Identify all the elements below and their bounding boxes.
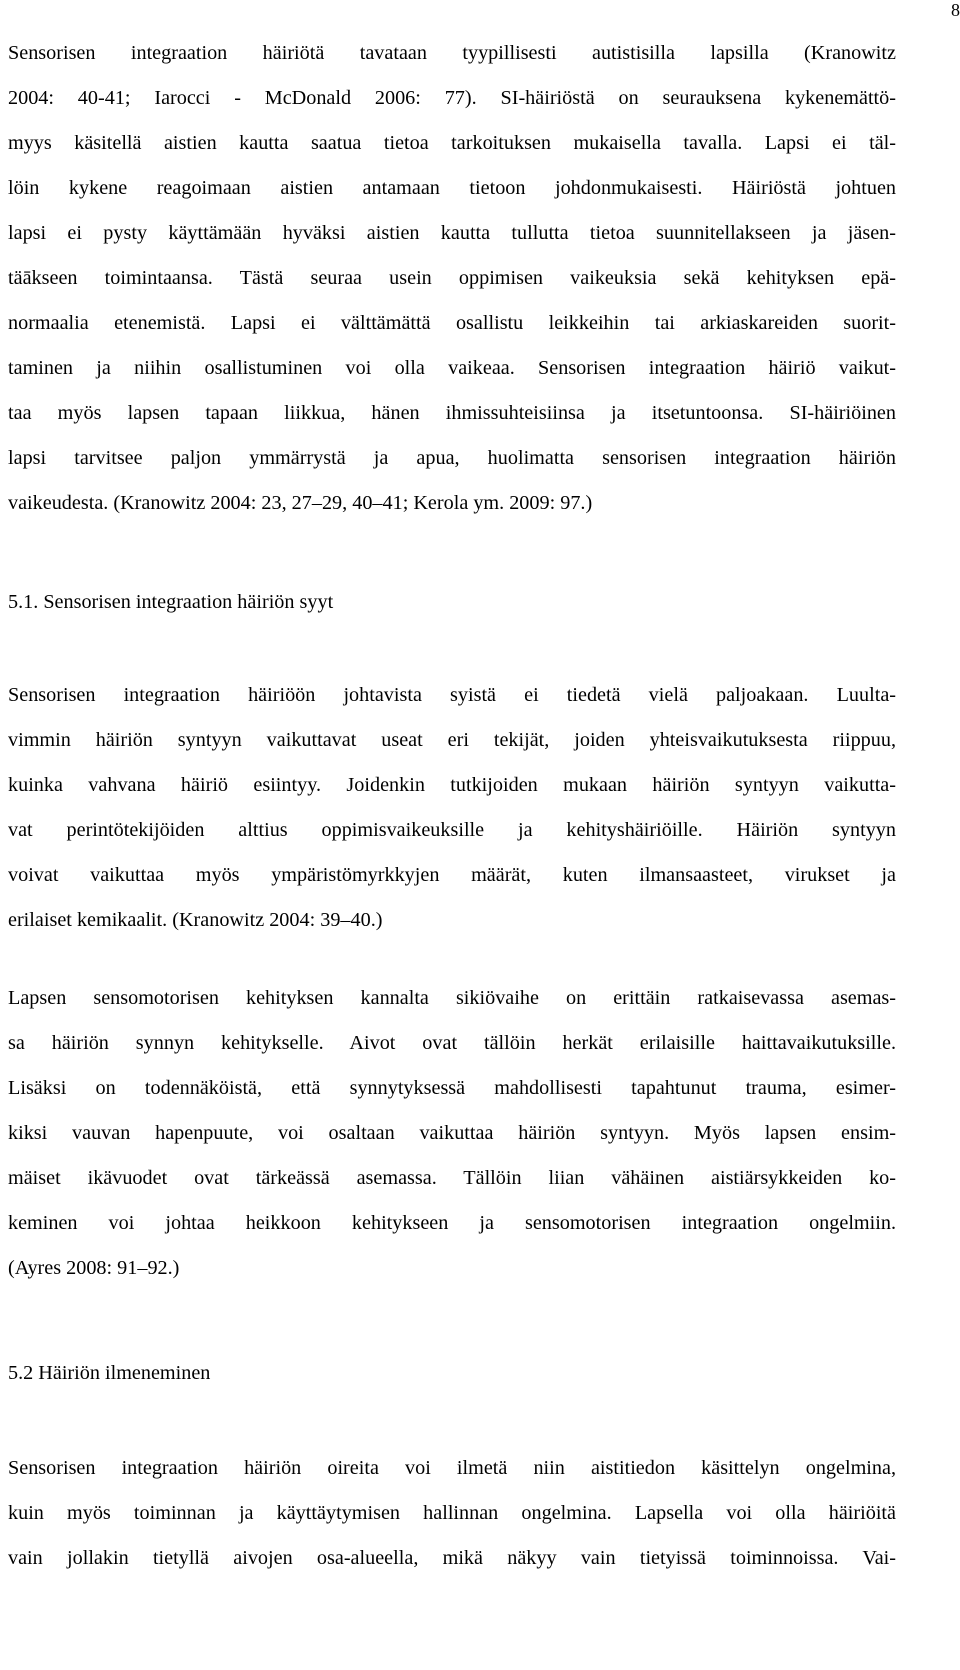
text-line: Lisäksi on todennäköistä, että synnytyksessä mahdollisesti tapahtunut trauma, esimer-	[8, 1077, 896, 1099]
text-line: Sensorisen integraation häiriötä tavataan tyypillisesti autistisilla lapsilla (Kranowitz	[8, 42, 896, 64]
text-line: mäiset ikävuodet ovat tärkeässä asemassa. Tällöin liian vähäinen aistiärsykkeiden ko-	[8, 1167, 896, 1189]
text-line: kiksi vauvan hapenpuute, voi osaltaan vaikuttaa häiriön syntyyn. Myös lapsen ensim-	[8, 1122, 896, 1144]
text-line: vaikeudesta. (Kranowitz 2004: 23, 27–29, 40–41; Kerola ym. 2009: 97.)	[8, 492, 593, 514]
text-line: (Ayres 2008: 91–92.)	[8, 1257, 180, 1279]
text-line: lapsi ei pysty käyttämään hyväksi aistien kautta tullutta tietoa suunnitellakseen ja jäsen-	[8, 222, 896, 244]
page-number: 8	[951, 0, 960, 20]
text-line: vain jollakin tietyllä aivojen osa-alueella, mikä näkyy vain tietyissä toiminnoissa. Vai-	[8, 1547, 896, 1569]
text-line: voivat vaikuttaa myös ympäristömyrkkyjen määrät, kuten ilmansaasteet, virukset ja	[8, 864, 896, 886]
section-heading-5-1: 5.1. Sensorisen integraation häiriön syyt	[8, 591, 334, 613]
text-line: erilaiset kemikaalit. (Kranowitz 2004: 39–40.)	[8, 909, 383, 931]
text-line: vat perintötekijöiden alttius oppimisvaikeuksille ja kehityshäiriöille. Häiriön syntyyn	[8, 819, 896, 841]
text-line: taminen ja niihin osallistuminen voi olla vaikeaa. Sensorisen integraation häiriö vaikut-	[8, 357, 896, 379]
text-line: löin kykene reagoimaan aistien antamaan tietoon johdonmukaisesti. Häiriöstä johtuen	[8, 177, 896, 199]
section-heading-5-2: 5.2 Häiriön ilmeneminen	[8, 1362, 211, 1384]
text-line: Lapsen sensomotorisen kehityksen kannalta sikiövaihe on erittäin ratkaisevassa asemas-	[8, 987, 896, 1009]
text-line: taa myös lapsen tapaan liikkua, hänen ihmissuhteisiinsa ja itsetuntoonsa. SI-häiriöinen	[8, 402, 896, 424]
text-line: kuinka vahvana häiriö esiintyy. Joidenkin tutkijoiden mukaan häiriön syntyyn vaikutta-	[8, 774, 896, 796]
text-line: keminen voi johtaa heikkoon kehitykseen ja sensomotorisen integraation ongelmiin.	[8, 1212, 896, 1234]
text-line: vimmin häiriön syntyyn vaikuttavat useat eri tekijät, joiden yhteisvaikutuksesta riippuu,	[8, 729, 896, 751]
text-line: myys käsitellä aistien kautta saatua tietoa tarkoituksen mukaisella tavalla. Lapsi ei täl-	[8, 132, 896, 154]
text-line: normaalia etenemistä. Lapsi ei välttämättä osallistu leikkeihin tai arkiaskareiden suorit-	[8, 312, 896, 334]
text-line: Sensorisen integraation häiriöön johtavista syistä ei tiedetä vielä paljoakaan. Luulta-	[8, 684, 896, 706]
text-line: lapsi tarvitsee paljon ymmärrystä ja apua, huolimatta sensorisen integraation häiriön	[8, 447, 896, 469]
text-line: 2004: 40-41; Iarocci - McDonald 2006: 77). SI-häiriöstä on seurauksena kykenemättö-	[8, 87, 896, 109]
text-line: sa häiriön synnyn kehitykselle. Aivot ovat tällöin herkät erilaisille haittavaikutuksille.	[8, 1032, 896, 1054]
text-line: täākseen toimintaansa. Tästä seuraa usein oppimisen vaikeuksia sekä kehityksen epä-	[8, 267, 896, 289]
text-line: Sensorisen integraation häiriön oireita voi ilmetä niin aistitiedon käsittelyn ongelmina,	[8, 1457, 896, 1479]
text-line: kuin myös toiminnan ja käyttäytymisen hallinnan ongelmina. Lapsella voi olla häiriöitä	[8, 1502, 896, 1524]
